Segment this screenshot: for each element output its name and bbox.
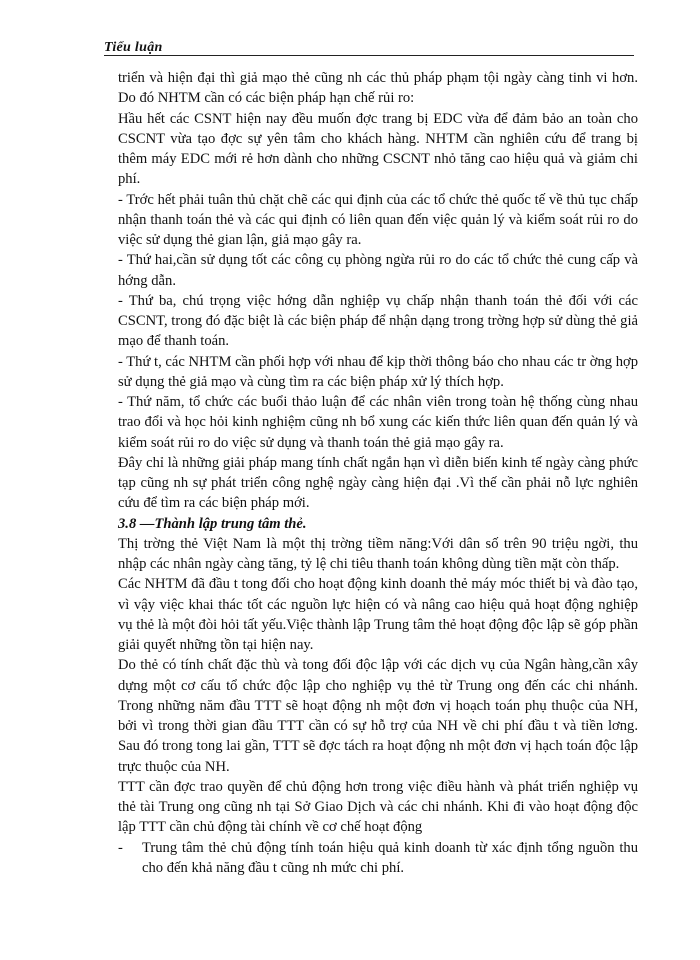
paragraph: Hầu hết các CSNT hiện nay đều muốn đợc trang bị EDC vừa để đảm bảo an toàn cho CSCNT vừa tạo đợc sự yên tâm cho khách hàng. NHTM cần nghiên cứu để trang bị thêm máy EDC mới rẻ hơn dành cho những CSCNT nhỏ tăng cao hiệu quả và giảm chi phí. xyxy=(118,110,638,188)
bullet-item xyxy=(118,838,638,879)
document-body xyxy=(118,68,638,878)
paragraph: TTT cần đợc trao quyền để chủ động hơn trong việc điều hành và phát triển nghiệp vụ thẻ tài Trung ong cũng nh tại Sở Giao Dịch và các chi nhánh. Khi đi vào hoạt động độc lập TTT cần chủ động tài chính về cơ chế hoạt động xyxy=(118,778,638,836)
section-heading: 3.8 —Thành lập trung tâm thẻ. xyxy=(118,515,307,532)
header-rule xyxy=(104,55,634,56)
page-header xyxy=(104,38,634,58)
paragraph: Thị trờng thẻ Việt Nam là một thị trờng tiềm năng:Với dân số trên 90 triệu ngời, thu nhập các nhân ngày càng tăng, tỷ lệ chi tiêu thanh toán không dùng tiền mặt còn thấp. xyxy=(118,535,638,572)
bullet-mark: - xyxy=(118,839,123,856)
paragraph: - Thứ hai,cần sử dụng tốt các công cụ phòng ngừa rủi ro do các tổ chức thẻ cung cấp và hớng dẫn. xyxy=(118,252,638,289)
paragraph: - Thứ ba, chú trọng việc hớng dẫn nghiệp vụ chấp nhận thanh toán thẻ đối với các CSCNT, trong đó đặc biệt là các biện pháp để nhận dạng trong trờng hợp sử dùng thẻ giả mạo để thanh toán. xyxy=(118,292,638,350)
paragraph: - Thứ t, các NHTM cần phối hợp với nhau để kịp thời thông báo cho nhau các tr ờng hợp sử dụng thẻ giả mạo và cùng tìm ra các biện pháp xử lý thích hợp. xyxy=(118,353,639,390)
paragraph: Các NHTM đã đầu t tong đối cho hoạt động kinh doanh thẻ máy móc thiết bị và đào tạo, vì vậy việc khai thác tốt các nguồn lực hiện có và nâng cao hiệu quả hoạt động nghiệp vụ thẻ là một đòi hỏi tất yếu.Việc thành lập Trung tâm thẻ hoạt động độc lập sẽ góp phần giải quyết những tồn tại hiện nay. xyxy=(118,576,638,653)
paragraph: - Thứ năm, tổ chức các buổi thảo luận để các nhân viên trong toàn hệ thống cùng nhau trao đổi và học hỏi kinh nghiệm cũng nh bổ xung các kiến thức liên quan đến quản lý và kiểm soát rủi ro do việc sử dụng và thanh toán thẻ giả mạo gây ra. xyxy=(118,394,638,451)
paragraph: - Trớc hết phải tuân thủ chặt chẽ các qui định của các tổ chức thẻ quốc tế về thủ tục chấp nhận thanh toán thẻ và các qui định có liên quan đến việc quản lý và kiểm soát rủi ro do việc sử dụng thẻ gian lận, giả mạo gây ra. xyxy=(118,191,638,248)
paragraph: Đây chỉ là những giải pháp mang tính chất ngắn hạn vì diễn biến kinh tế ngày càng phức tạp cũng nh sự phát triển công nghệ ngày càng hiện đại .Vì thế cần phải nỗ lực nghiên cứu để tìm ra các biện pháp mới. xyxy=(118,454,638,512)
paragraph: triển và hiện đại thì giả mạo thẻ cũng nh các thủ pháp phạm tội ngày càng tinh vi hơn. Do đó NHTM cần có các biện pháp hạn chế rủi ro: xyxy=(118,70,638,107)
paragraph: Do thẻ có tính chất đặc thù và tong đối độc lập với các dịch vụ của Ngân hàng,cần xây dựng một cơ cấu tổ chức độc lập cho nghiệp vụ thẻ từ Trung ong đến các chi nhánh. Trong những năm đầu TTT sẽ hoạt động nh một đơn vị hoạch toán phụ thuộc của NH, bởi vì trong thời gian đầu TTT cần có sự hỗ trợ của NH về chi phí đầu t và tiền lơng. Sau đó trong tong lai gần, TTT sẽ đợc tách ra hoạt động nh một đơn vị hạch toán độc lập trực thuộc của NH. xyxy=(118,657,638,775)
bullet-text: Trung tâm thẻ chủ động tính toán hiệu quả kinh doanh từ xác định tổng nguồn thu cho đến khả năng đầu t cũng nh mức chi phí. xyxy=(142,839,638,876)
header-title: Tiểu luận xyxy=(104,40,163,55)
